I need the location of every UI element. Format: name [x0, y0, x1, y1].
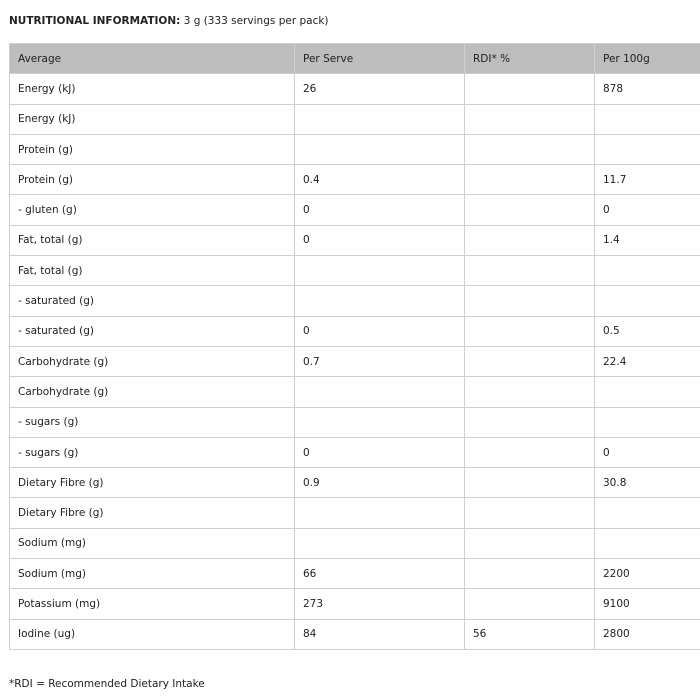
- per-100g-cell: 2800: [595, 619, 700, 649]
- per-100g-cell: 1.4: [595, 225, 700, 255]
- nutrient-cell: - saturated (g): [10, 286, 295, 316]
- per-serve-cell: 0.7: [295, 346, 465, 376]
- rdi-percent-cell: [465, 316, 595, 346]
- per-100g-cell: [595, 256, 700, 286]
- rdi-percent-cell: [465, 528, 595, 558]
- rdi-percent-cell: [465, 468, 595, 498]
- per-serve-cell: 26: [295, 74, 465, 104]
- per-serve-cell: [295, 498, 465, 528]
- rdi-percent-cell: [465, 407, 595, 437]
- per-100g-cell: [595, 528, 700, 558]
- nutrition-heading: [9, 14, 329, 28]
- column-header-average: Average: [10, 44, 295, 74]
- nutrient-cell: Dietary Fibre (g): [10, 468, 295, 498]
- table-row: [10, 256, 700, 286]
- table-row: [10, 225, 700, 255]
- table-header-row: [10, 44, 700, 74]
- per-100g-cell: 0: [595, 437, 700, 467]
- nutrient-cell: Carbohydrate (g): [10, 377, 295, 407]
- table-row: [10, 104, 700, 134]
- per-100g-cell: 30.8: [595, 468, 700, 498]
- per-serve-cell: [295, 134, 465, 164]
- table-row: [10, 134, 700, 164]
- per-serve-cell: 273: [295, 589, 465, 619]
- per-serve-cell: 0: [295, 225, 465, 255]
- rdi-percent-cell: [465, 437, 595, 467]
- table-row: [10, 286, 700, 316]
- per-serve-cell: 0: [295, 437, 465, 467]
- per-serve-cell: [295, 407, 465, 437]
- nutrient-cell: - gluten (g): [10, 195, 295, 225]
- nutrient-cell: Sodium (mg): [10, 559, 295, 589]
- table-row: [10, 407, 700, 437]
- per-serve-cell: 0: [295, 195, 465, 225]
- heading-serving-info: 3 g (333 servings per pack): [183, 15, 329, 27]
- table-row: [10, 559, 700, 589]
- per-100g-cell: [595, 377, 700, 407]
- table-row: [10, 437, 700, 467]
- per-100g-cell: 11.7: [595, 165, 700, 195]
- rdi-percent-cell: [465, 195, 595, 225]
- nutrition-table: [9, 43, 700, 650]
- table-row: [10, 468, 700, 498]
- per-100g-cell: 0.5: [595, 316, 700, 346]
- per-serve-cell: [295, 256, 465, 286]
- nutrient-cell: - saturated (g): [10, 316, 295, 346]
- nutrient-cell: Protein (g): [10, 134, 295, 164]
- table-row: [10, 589, 700, 619]
- per-100g-cell: [595, 286, 700, 316]
- nutrient-cell: Dietary Fibre (g): [10, 498, 295, 528]
- rdi-percent-cell: 56: [465, 619, 595, 649]
- nutrient-cell: Fat, total (g): [10, 225, 295, 255]
- per-serve-cell: 0.9: [295, 468, 465, 498]
- rdi-percent-cell: [465, 165, 595, 195]
- nutrient-cell: Potassium (mg): [10, 589, 295, 619]
- per-100g-cell: 2200: [595, 559, 700, 589]
- heading-label: NUTRITIONAL INFORMATION:: [9, 15, 181, 27]
- nutrient-cell: - sugars (g): [10, 437, 295, 467]
- rdi-percent-cell: [465, 225, 595, 255]
- nutrient-cell: Energy (kJ): [10, 74, 295, 104]
- table-row: [10, 377, 700, 407]
- per-100g-cell: [595, 407, 700, 437]
- rdi-footnote: *RDI = Recommended Dietary Intake: [9, 678, 205, 690]
- per-100g-cell: 22.4: [595, 346, 700, 376]
- column-header-per-100g: Per 100g: [595, 44, 700, 74]
- table-body: [10, 74, 700, 650]
- table-row: [10, 74, 700, 104]
- per-serve-cell: 66: [295, 559, 465, 589]
- per-100g-cell: 878: [595, 74, 700, 104]
- rdi-percent-cell: [465, 589, 595, 619]
- table-row: [10, 316, 700, 346]
- rdi-percent-cell: [465, 346, 595, 376]
- per-100g-cell: [595, 498, 700, 528]
- column-header-rdi: RDI* %: [465, 44, 595, 74]
- per-100g-cell: 0: [595, 195, 700, 225]
- nutrient-cell: Fat, total (g): [10, 256, 295, 286]
- rdi-percent-cell: [465, 498, 595, 528]
- per-serve-cell: 0: [295, 316, 465, 346]
- nutrient-cell: Sodium (mg): [10, 528, 295, 558]
- per-100g-cell: 9100: [595, 589, 700, 619]
- rdi-percent-cell: [465, 74, 595, 104]
- rdi-percent-cell: [465, 559, 595, 589]
- per-serve-cell: [295, 528, 465, 558]
- per-serve-cell: 0.4: [295, 165, 465, 195]
- table-row: [10, 619, 700, 649]
- table-row: [10, 528, 700, 558]
- per-100g-cell: [595, 134, 700, 164]
- table-row: [10, 346, 700, 376]
- per-serve-cell: [295, 286, 465, 316]
- table-row: [10, 498, 700, 528]
- per-serve-cell: 84: [295, 619, 465, 649]
- column-header-per-serve: Per Serve: [295, 44, 465, 74]
- nutrient-cell: Carbohydrate (g): [10, 346, 295, 376]
- nutrient-cell: Iodine (ug): [10, 619, 295, 649]
- table-row: [10, 165, 700, 195]
- per-100g-cell: [595, 104, 700, 134]
- nutrient-cell: Energy (kJ): [10, 104, 295, 134]
- per-serve-cell: [295, 104, 465, 134]
- table-row: [10, 195, 700, 225]
- per-serve-cell: [295, 377, 465, 407]
- nutrient-cell: Protein (g): [10, 165, 295, 195]
- rdi-percent-cell: [465, 134, 595, 164]
- nutrient-cell: - sugars (g): [10, 407, 295, 437]
- rdi-percent-cell: [465, 377, 595, 407]
- rdi-percent-cell: [465, 256, 595, 286]
- rdi-percent-cell: [465, 104, 595, 134]
- rdi-percent-cell: [465, 286, 595, 316]
